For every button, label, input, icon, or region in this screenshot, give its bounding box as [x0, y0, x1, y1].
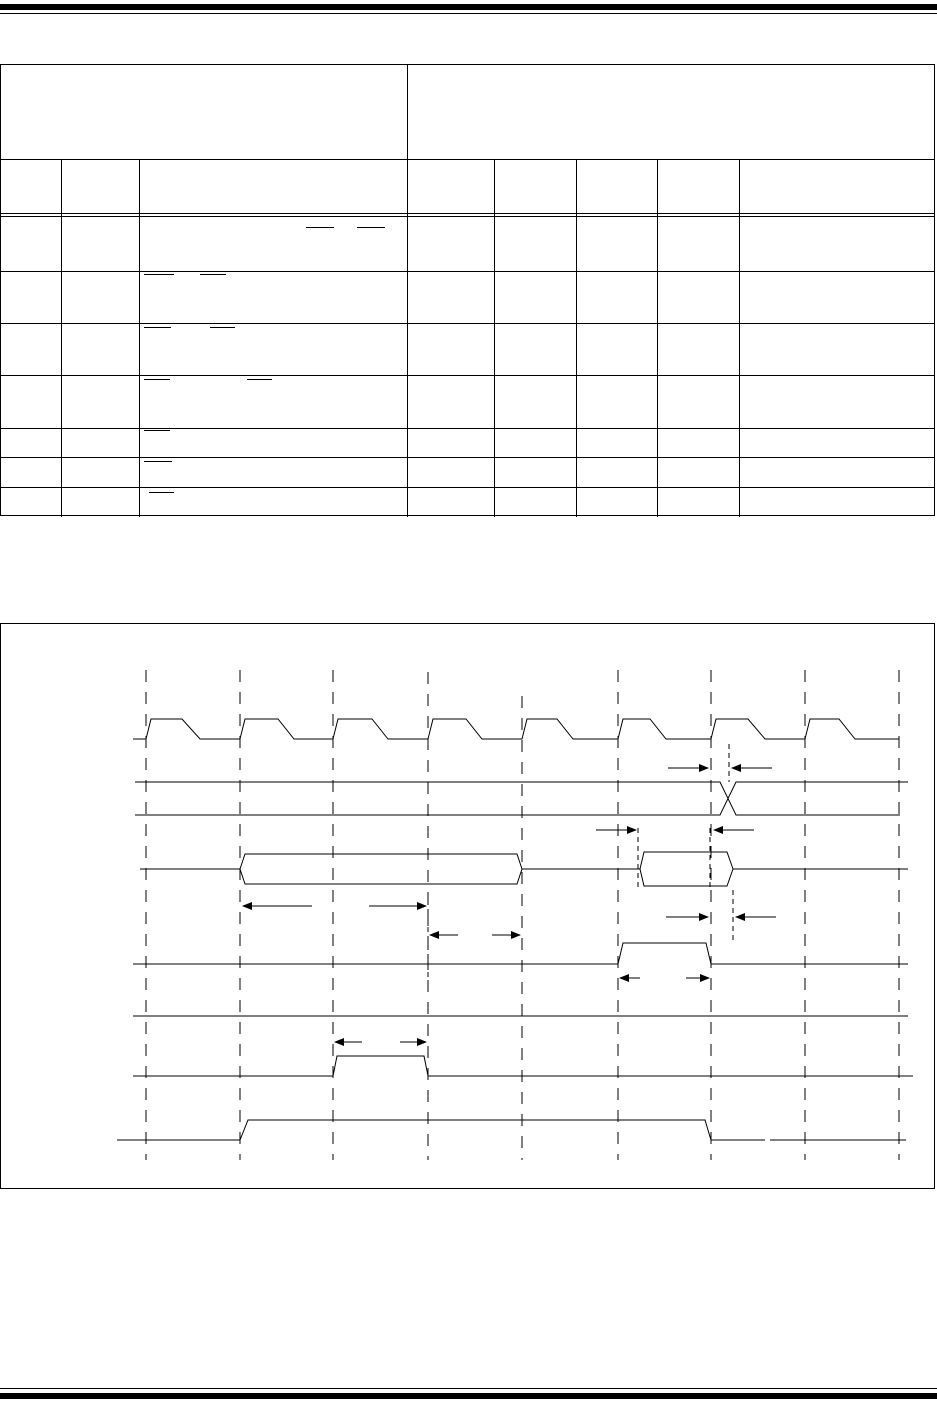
timing-arrows	[243, 768, 776, 1042]
strobe-pulse-waveform	[133, 943, 908, 964]
timing-reference-marks	[428, 744, 733, 985]
clock-waveform	[133, 719, 899, 739]
cycle-boundary-lines	[146, 670, 899, 1160]
short-pulse-waveform	[133, 1056, 913, 1076]
enable-signal-waveform	[117, 1120, 906, 1140]
data-bus-waveform	[140, 852, 908, 886]
